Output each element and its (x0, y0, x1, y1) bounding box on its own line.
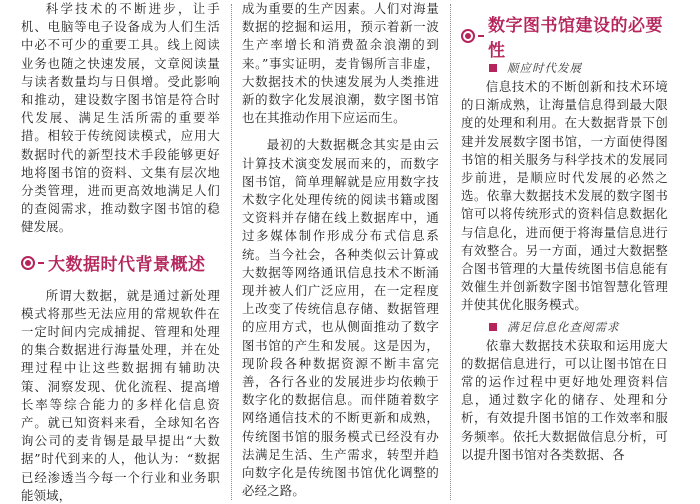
subsection-square-icon (489, 64, 497, 72)
section-heading-necessity (461, 16, 668, 61)
subsection-heading-query (489, 317, 668, 337)
column-middle (242, 0, 439, 504)
query-paragraph: 依靠大数据技术获取和运用庞大的数据信息进行，可以让图书馆在日常的运作过程中更好地处理资料信息，通过数字化的储存、处理和分析，有效提升图书馆的工作效率和服务频率。依托大数据做信息分析，可以提升图书馆对各类数据、各 (461, 337, 668, 462)
subsection-heading-era (489, 58, 668, 78)
intro-paragraph: 科学技术的不断进步，让手机、电脑等电子设备成为人们生活中必不可少的重要工具。线上阅读业务也随之快速发展，文章阅读量与读者数量均与日俱增。受此影响和推动，建设数字图书馆是符合时代发展、满足生活所需的重要举措。相较于传统阅读模式，应用大数据时代的新型技术手段能够更好地将图书馆的资料、文集有层次地分类管理，进而更高效地满足人们的查阅需求，推动数字图书馆的稳健发展。 (21, 1, 220, 235)
section-heading-text: 数字图书馆建设的必要性 (488, 16, 663, 61)
continued-paragraph: 成为重要的生产因素。人们对海量数据的挖掘和运用，预示着新一波生产率增长和消费盈余浪潮的到来。”事实证明，麦肯锡所言非虚，大数据技术的快速发展为人类推进新的数字化发展浪潮，数字图书馆也在其推动作用下应运而生。 (242, 1, 439, 126)
section-heading-big-data (21, 245, 220, 281)
column-right (461, 0, 668, 504)
era-paragraph: 信息技术的不断创新和技术环境的日渐成熟，让海量信息得到最大限度的处理和利用。在大数据背景下创建并发展数字图书馆，一方面使得图书馆的相关服务与科学技术的发展同步前进，是顺应时代发展的必然之选。依靠大数据技术发展的数字图书馆可以将传统形式的资料信息数据化与信息化，进而便于将海量信息进行有效整合。另一方面，通过大数据整合图书管理的大量传统图书信息能有效催生并创新数字图书馆智慧化管理并使其优化服务模式。 (461, 79, 668, 313)
column-divider (450, 4, 451, 500)
subsection-square-icon (489, 323, 497, 331)
digital-library-paragraph: 最初的大数据概念其实是由云计算技术演变发展而来的，而数字图书馆，简单理解就是应用数字技术数字化处理传统的阅读书籍或图文资料并存储在线上数据库中，通过多媒体制作形成分布式信息系统。当今社会，各种类似云计算或大数据等网络通讯信息技术不断涌现并被人们广泛应用，在一定程度上改变了传统信息存储、数据管理的应用方式，也从侧面推动了数字图书馆的产生和发展。这是因为，现阶段各种数据资源不断丰富完善，各行各业的发展进步均依赖于数字化的数据信息。而伴随着数字网络通信技术的不断更新和成熟，传统图书馆的服务模式已经没有办法满足生活、生产需求，转型并趋向数字化是传统图书馆优化调整的必经之路。 (242, 137, 439, 499)
section-dash-icon (38, 262, 44, 264)
section-bullet-icon (461, 29, 475, 43)
section-bullet-icon (21, 256, 35, 270)
column-left (21, 0, 220, 504)
section-dash-icon (478, 35, 484, 37)
column-divider (231, 4, 232, 500)
section-heading-text: 大数据时代背景概述 (48, 255, 206, 276)
big-data-paragraph: 所谓大数据，就是通过新处理模式将那些无法应用的常规软件在一定时间内完成捕捉、管理和处理的集合数据进行海量处理，并在处理过程中让这些数据拥有辅助决策、洞察发现、优化流程、提高增长率等综合能力的多样化信息资产。就已知资料来看，全球知名咨询公司的麦肯锡是最早提出“大数据”时代到来的人，他认为：“数据已经渗透当今每一个行业和业务职能领域， (21, 287, 220, 503)
subsection-heading-text: 顺应时代发展 (507, 61, 582, 75)
subsection-heading-text: 满足信息化查阅需求 (507, 319, 620, 334)
